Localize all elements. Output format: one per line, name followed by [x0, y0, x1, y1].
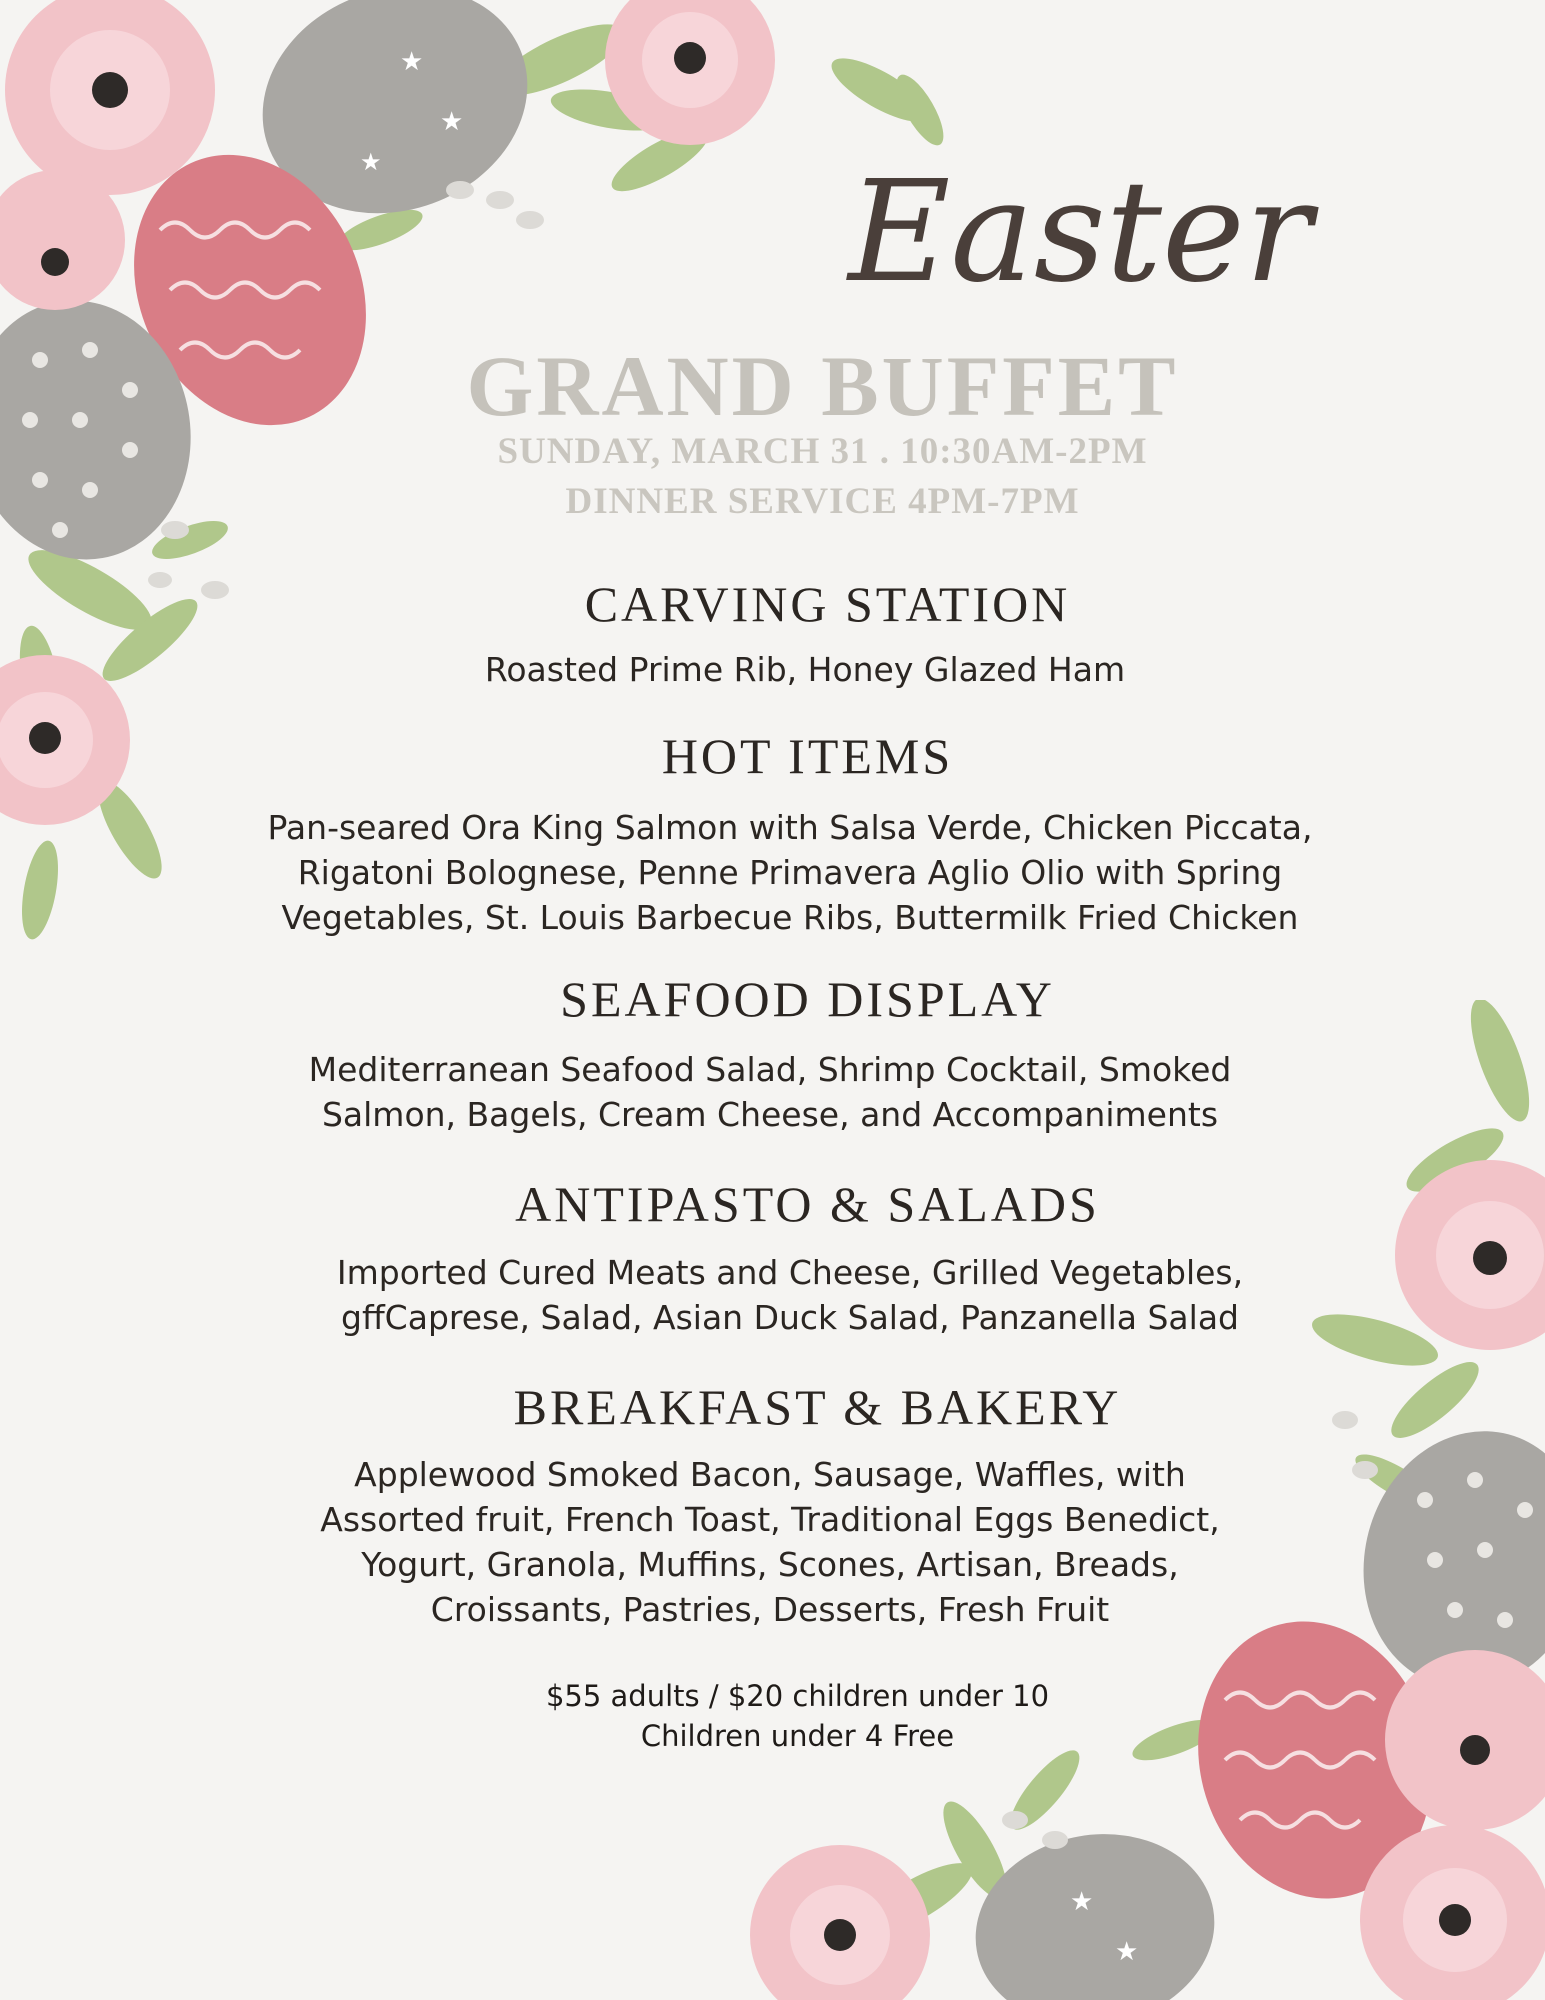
- section-title: BREAKFAST & BAKERY: [513, 1379, 1122, 1435]
- item-line: Assorted fruit, French Toast, Traditional Eggs Benedict,: [320, 1500, 1220, 1539]
- section-title: CARVING STATION: [584, 576, 1071, 632]
- item-line: Vegetables, St. Louis Barbecue Ribs, Buttermilk Fried Chicken: [281, 898, 1299, 937]
- svg-text:★: ★: [1070, 1887, 1094, 1917]
- pricing: [0, 1676, 1545, 1756]
- item-line: Applewood Smoked Bacon, Sausage, Waffles, with: [354, 1455, 1186, 1494]
- dinner-line: DINNER SERVICE 4PM-7PM: [565, 481, 1080, 522]
- easter-title-text: Easter: [848, 151, 1312, 314]
- section-title: ANTIPASTO & SALADS: [515, 1176, 1100, 1232]
- section-title: SEAFOOD DISPLAY: [560, 971, 1055, 1027]
- item-line: Mediterranean Seafood Salad, Shrimp Cocktail, Smoked: [308, 1050, 1232, 1089]
- date-line: SUNDAY, MARCH 31 . 10:30AM-2PM: [497, 431, 1148, 472]
- item-line: Rigatoni Bolognese, Penne Primavera Aglio Olio with Spring: [297, 853, 1283, 892]
- price-line-adults-children: $55 adults / $20 children under 10: [545, 1679, 1050, 1713]
- item-line: Croissants, Pastries, Desserts, Fresh Fruit: [430, 1590, 1110, 1629]
- price-line-free: Children under 4 Free: [640, 1719, 955, 1753]
- item-line: Pan-seared Ora King Salmon with Salsa Verde, Chicken Piccata,: [267, 808, 1313, 847]
- section-items: [170, 1047, 1370, 1137]
- svg-text:★: ★: [400, 47, 424, 77]
- svg-text:★: ★: [440, 107, 464, 137]
- item-line: Yogurt, Granola, Muffins, Scones, Artisan, Breads,: [361, 1545, 1179, 1584]
- section-items: [190, 805, 1390, 940]
- item-line: Roasted Prime Rib, Honey Glazed Ham: [484, 650, 1126, 689]
- svg-text:★: ★: [360, 148, 382, 176]
- item-line: gffCaprese, Salad, Asian Duck Salad, Panzanella Salad: [341, 1298, 1239, 1337]
- section-items: [170, 1452, 1370, 1632]
- item-line: Imported Cured Meats and Cheese, Grilled Vegetables,: [336, 1253, 1244, 1292]
- easter-script-title: [760, 130, 1400, 330]
- item-line: Salmon, Bagels, Cream Cheese, and Accompaniments: [321, 1095, 1219, 1134]
- page-title: GRAND BUFFET: [466, 338, 1179, 434]
- section-items: [190, 1250, 1390, 1340]
- svg-text:★: ★: [1115, 1937, 1139, 1967]
- section-items: [240, 647, 1370, 692]
- section-title: HOT ITEMS: [661, 728, 954, 784]
